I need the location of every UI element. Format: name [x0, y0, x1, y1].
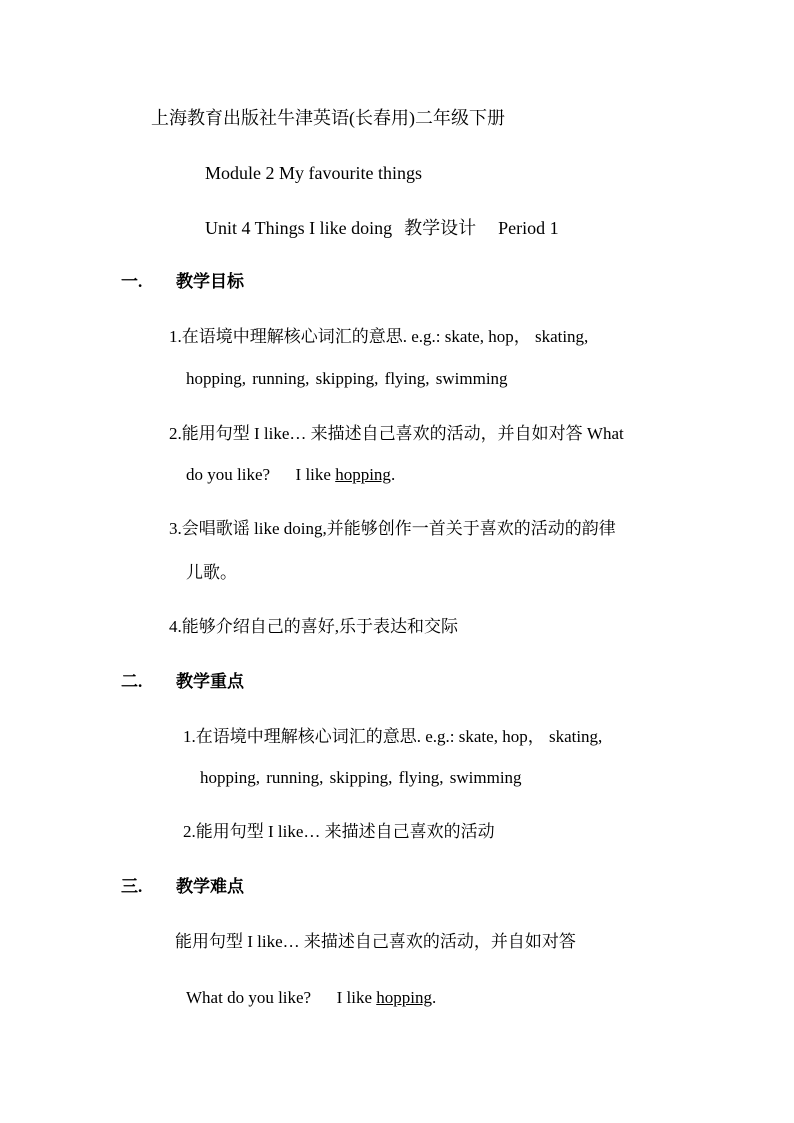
- section-3-number: 三.: [121, 877, 143, 896]
- answer-underlined-word: hopping: [335, 465, 391, 484]
- section-1-item-2-cont: [186, 463, 395, 487]
- item-number: 1: [183, 727, 192, 746]
- section-3-cont: [186, 986, 436, 1010]
- period-label: Period 1: [498, 218, 559, 238]
- section-1-item-3-cont: 儿歌。: [186, 563, 237, 582]
- section-1-item-2: [169, 422, 624, 446]
- section-2-item-1: [183, 725, 602, 749]
- section-2-item-2: [183, 820, 495, 844]
- item-text: .能够介绍自己的喜好,乐于表达和交际: [177, 617, 458, 636]
- section-3-text: 能用句型 I like… 来描述自己喜欢的活动，并自如对答: [175, 932, 576, 951]
- section-3-title: 教学难点: [176, 877, 244, 896]
- section-1-item-3: [169, 517, 616, 541]
- item-text: .在语境中理解核心词汇的意思. e.g.: skate, hop， skating,: [177, 327, 589, 346]
- answer-suffix: .: [432, 988, 437, 1007]
- item-text: .能用句型 I like… 来描述自己喜欢的活动: [191, 822, 495, 841]
- section-1-item-1-cont: hopping, running, skipping, flying, swimming: [186, 369, 508, 388]
- section-2-title: 教学重点: [176, 672, 244, 691]
- item-number: 2: [169, 424, 178, 443]
- item-text: .在语境中理解核心词汇的意思. e.g.: skate, hop， skating,: [191, 727, 603, 746]
- section-1-item-4: [169, 615, 458, 639]
- section-2-number: 二.: [121, 672, 143, 691]
- section-2-item-1-cont: hopping, running, skipping, flying, swimming: [200, 768, 522, 787]
- answer-prefix: What do you like? I like: [186, 988, 377, 1007]
- section-1-number: 一.: [121, 272, 143, 291]
- section-1-item-1: [169, 325, 588, 349]
- item-number: 2: [183, 822, 192, 841]
- unit-name: Unit 4 Things I like doing: [205, 218, 393, 238]
- section-1-title: 教学目标: [176, 272, 244, 291]
- item-number: 1: [169, 327, 178, 346]
- book-title: 上海教育出版社牛津英语(长春用)二年级下册: [151, 108, 505, 128]
- item-number: 3: [169, 519, 178, 538]
- item-text: .会唱歌谣 like doing,并能够创作一首关于喜欢的活动的韵律: [177, 519, 616, 538]
- answer-suffix: .: [390, 465, 396, 484]
- item-number: 4: [169, 617, 178, 636]
- doc-type: 教学设计: [404, 218, 477, 238]
- module-title: Module 2 My favourite things: [205, 163, 422, 183]
- answer-underlined-word: hopping: [376, 988, 432, 1007]
- unit-title: [205, 216, 559, 240]
- answer-prefix: do you like? I like: [186, 465, 336, 484]
- item-text: .能用句型 I like… 来描述自己喜欢的活动，并自如对答 What: [177, 424, 624, 443]
